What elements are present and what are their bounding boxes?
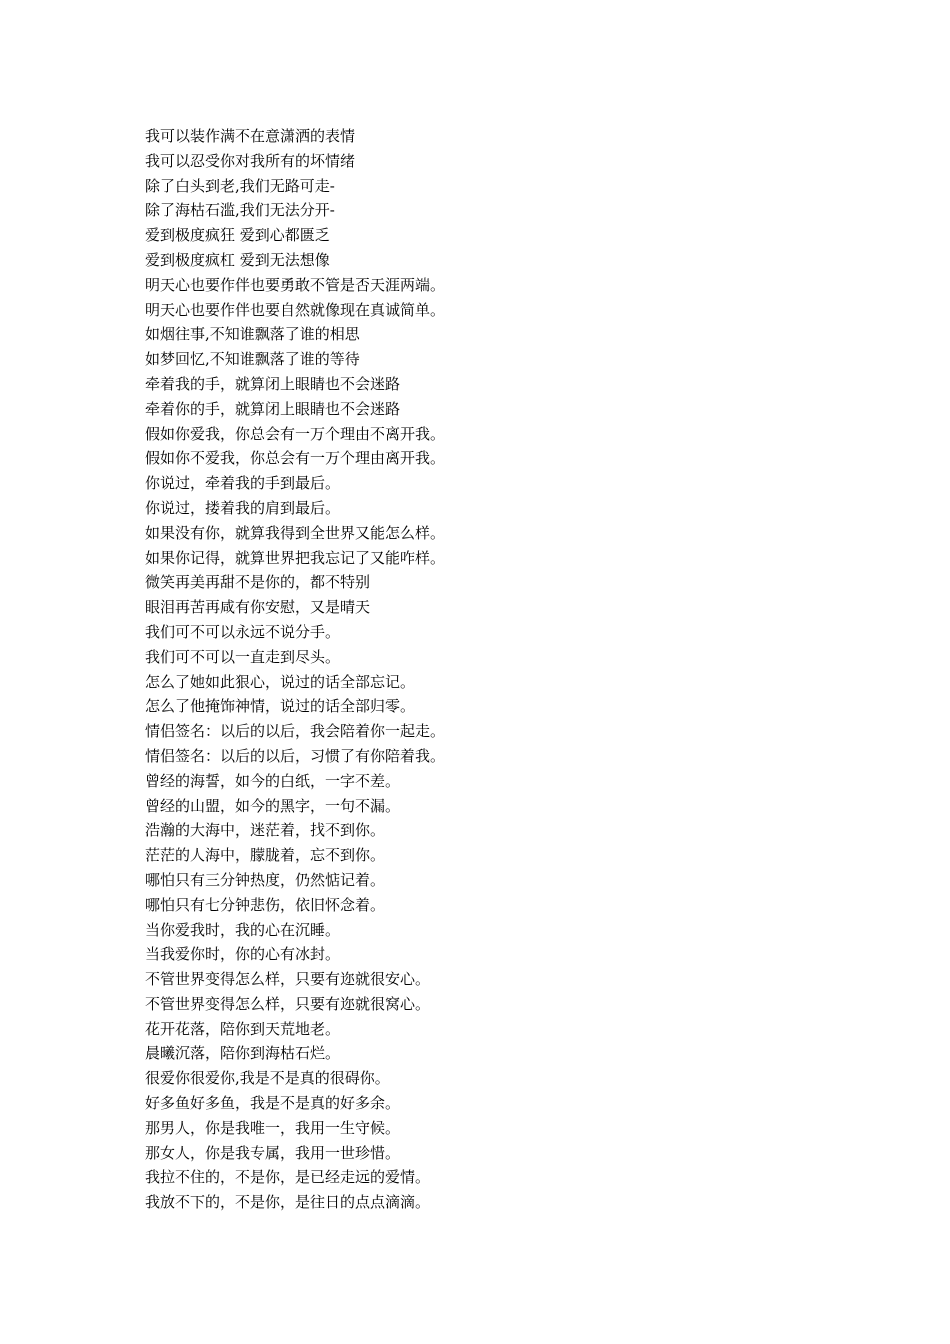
text-line: 我可以装作满不在意潇洒的表情 <box>145 127 356 145</box>
text-line: 那女人，你是我专属，我用一世珍惜。 <box>145 1143 401 1162</box>
text-line: 爱到极度疯杠 爱到无法想像 <box>145 250 330 269</box>
text-line: 哪怕只有七分钟悲伤，依旧怀念着。 <box>145 895 386 914</box>
text-line: 假如你爱我，你总会有一万个理由不离开我。 <box>145 424 446 443</box>
text-line: 我放不下的，不是你，是往日的点点滴滴。 <box>145 1193 431 1212</box>
text-line: 不管世界变得怎么样，只要有迩就很窝心。 <box>145 994 431 1013</box>
text-line: 爱到极度疯狂 爱到心都匮乏 <box>145 226 330 245</box>
text-line: 那男人，你是我唯一，我用一生守候。 <box>145 1118 401 1137</box>
text-line: 除了海枯石滥,我们无法分开- <box>145 201 335 220</box>
text-line: 茫茫的人海中，朦胧着，忘不到你。 <box>145 846 386 865</box>
text-line: 当你爱我时，我的心在沉睡。 <box>145 920 341 939</box>
text-line: 你说过，牵着我的手到最后。 <box>145 474 341 493</box>
text-line: 曾经的海誓，如今的白纸，一字不差。 <box>145 771 401 790</box>
text-line: 眼泪再苦再咸有你安慰，又是晴天 <box>145 598 371 617</box>
text-line: 牵着我的手，就算闭上眼睛也不会迷路 <box>145 374 401 393</box>
text-line: 如果你记得，就算世界把我忘记了又能咋样。 <box>145 548 446 567</box>
text-line: 明天心也要作伴也要勇敢不管是否天涯两端。 <box>145 275 446 294</box>
text-line: 如果没有你，就算我得到全世界又能怎么样。 <box>145 523 446 542</box>
text-line: 你说过，搂着我的肩到最后。 <box>145 498 341 517</box>
text-line: 花开花落，陪你到天荒地老。 <box>145 1019 341 1038</box>
text-line: 我们可不可以一直走到尽头。 <box>145 647 341 666</box>
text-lines <box>145 124 445 1215</box>
text-line: 浩瀚的大海中，迷茫着，找不到你。 <box>145 821 386 840</box>
text-line: 我们可不可以永远不说分手。 <box>145 622 341 641</box>
text-line: 怎么了她如此狠心，说过的话全部忘记。 <box>145 672 416 691</box>
text-line: 微笑再美再甜不是你的，都不特别 <box>145 573 371 592</box>
text-line: 曾经的山盟，如今的黑字，一句不漏。 <box>145 796 401 815</box>
text-line: 我可以忍受你对我所有的坏情绪 <box>145 151 356 170</box>
text-line: 好多鱼好多鱼，我是不是真的好多余。 <box>145 1094 401 1113</box>
text-line: 我拉不住的，不是你，是已经走远的爱情。 <box>145 1168 431 1187</box>
text-line: 除了白头到老,我们无路可走- <box>145 176 335 195</box>
text-line: 情侣签名：以后的以后，我会陪着你一起走。 <box>145 722 446 741</box>
text-line: 哪怕只有三分钟热度，仍然惦记着。 <box>145 870 386 889</box>
text-line: 很爱你很爱你,我是不是真的很碍你。 <box>145 1069 390 1088</box>
text-line: 当我爱你时，你的心有冰封。 <box>145 945 341 964</box>
text-line: 晨曦沉落，陪你到海枯石烂。 <box>145 1044 341 1063</box>
text-line: 牵着你的手，就算闭上眼睛也不会迷路 <box>145 399 401 418</box>
text-line: 明天心也要作伴也要自然就像现在真诚简单。 <box>145 300 446 319</box>
text-line: 如烟往事,不知谁飘落了谁的相思 <box>145 325 360 344</box>
text-line: 不管世界变得怎么样，只要有迩就很安心。 <box>145 970 431 989</box>
text-line: 怎么了他掩饰神情，说过的话全部归零。 <box>145 697 416 716</box>
text-line: 假如你不爱我，你总会有一万个理由离开我。 <box>145 449 446 468</box>
text-line: 如梦回忆,不知谁飘落了谁的等待 <box>145 350 360 369</box>
text-line: 情侣签名：以后的以后，习惯了有你陪着我。 <box>145 746 446 765</box>
